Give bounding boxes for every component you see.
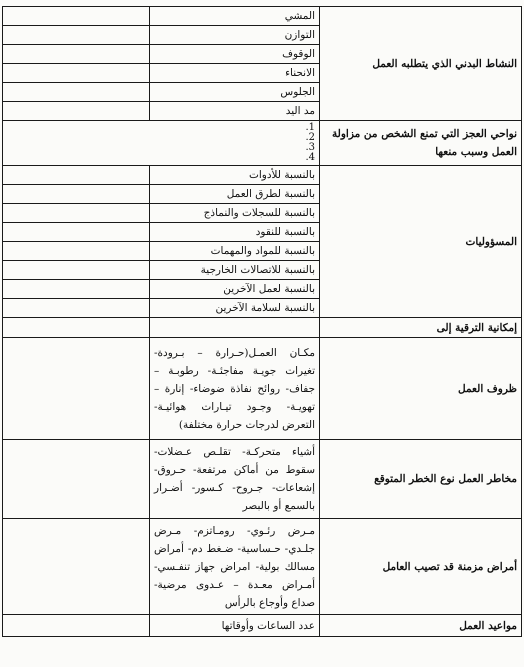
job-description-table xyxy=(2,6,522,637)
physical-item-walking: المشي xyxy=(150,7,320,26)
work-hazards-label: مخاطر العمل نوع الخطر المتوقع xyxy=(320,440,522,519)
conditions-blank-cell xyxy=(3,338,150,440)
physical-item-reaching: مد اليد xyxy=(150,102,320,121)
work-hazards-text: أشياء متحركـة- تقلـص عـضلات- سقوط من أماكن مرتفعة- حـروق- إشعاعات- جـروح- كـسور- أضـرار بالسمع أو بالبصر xyxy=(150,440,320,519)
responsibility-methods: بالنسبة لطرق العمل xyxy=(150,185,320,204)
disability-item-3: 3. xyxy=(305,142,315,153)
disability-numbered-list xyxy=(7,123,315,163)
disability-list-cell xyxy=(3,121,320,166)
responsibility-external-contacts: بالنسبة للاتصالات الخارجية xyxy=(150,261,320,280)
physical-item-balance: التوازن xyxy=(150,26,320,45)
physical-activity-label: النشاط البدني الذي يتطلبه العمل xyxy=(320,7,522,121)
physical-item-bending: الانحناء xyxy=(150,64,320,83)
hazards-row xyxy=(3,440,522,519)
disability-label: نواحي العجز التي تمنع الشخص من مزاولة العمل وسبب منعها xyxy=(320,121,522,166)
working-conditions-label: ظروف العمل xyxy=(320,338,522,440)
hours-blank-cell xyxy=(3,615,150,637)
disability-item-2: 2. xyxy=(305,132,315,143)
responsibility-blank-cell xyxy=(3,166,150,185)
responsibility-others-work: بالنسبة لعمل الآخرين xyxy=(150,280,320,299)
disability-row xyxy=(3,121,522,166)
disability-item-1: 1. xyxy=(305,122,315,133)
working-conditions-text: مكـان العمـل(حـرارة – بـرودة- تغيرات جويـة مفاجئـة- رطوبـة – جفاف- روائح نفاذة ضوضاء- إنارة – تهويـة- وجـود تيـارات هوائيـة- التعرض لدرجات حرارة مختلفة) xyxy=(150,338,320,440)
responsibility-blank-cell xyxy=(3,223,150,242)
responsibility-records: بالنسبة للسجلات والنماذج xyxy=(150,204,320,223)
responsibility-blank-cell xyxy=(3,204,150,223)
responsibility-money: بالنسبة للنقود xyxy=(150,223,320,242)
physical-row xyxy=(3,7,522,26)
physical-item-sitting: الجلوس xyxy=(150,83,320,102)
hours-row xyxy=(3,615,522,637)
diseases-row xyxy=(3,519,522,615)
physical-blank-cell xyxy=(3,45,150,64)
responsibility-blank-cell xyxy=(3,261,150,280)
working-hours-value: عدد الساعات وأوقاتها xyxy=(150,615,320,637)
working-hours-label: مواعيد العمل xyxy=(320,615,522,637)
responsibility-materials: بالنسبة للمواد والمهمات xyxy=(150,242,320,261)
responsibility-tools: بالنسبة للأدوات xyxy=(150,166,320,185)
promotion-label: إمكانية الترقية إلى xyxy=(320,318,522,338)
promotion-value-cell xyxy=(150,318,320,338)
responsibility-blank-cell xyxy=(3,242,150,261)
responsibility-blank-cell xyxy=(3,280,150,299)
chronic-diseases-text: مـرض رئـوي- رومـاتزم- مـرض جلـدي- حـساسية- ضـغط دم- أمراض مسالك بولية- امراض جهاز تنفـسي- أمـراض معـدة – عـدوى مرضية- صداع وأوجاع بالرأس xyxy=(150,519,320,615)
responsibility-others-safety: بالنسبة لسلامة الآخرين xyxy=(150,299,320,318)
responsibility-blank-cell xyxy=(3,299,150,318)
responsibility-blank-cell xyxy=(3,185,150,204)
responsibility-row xyxy=(3,166,522,185)
diseases-blank-cell xyxy=(3,519,150,615)
hazards-blank-cell xyxy=(3,440,150,519)
conditions-row xyxy=(3,338,522,440)
physical-blank-cell xyxy=(3,83,150,102)
disability-item-4: 4. xyxy=(305,152,315,163)
promotion-blank-cell xyxy=(3,318,150,338)
physical-item-standing: الوقوف xyxy=(150,45,320,64)
chronic-diseases-label: أمراض مزمنة قد تصيب العامل xyxy=(320,519,522,615)
physical-blank-cell xyxy=(3,64,150,83)
physical-blank-cell xyxy=(3,102,150,121)
promotion-row xyxy=(3,318,522,338)
physical-blank-cell xyxy=(3,7,150,26)
physical-blank-cell xyxy=(3,26,150,45)
responsibilities-label: المسؤوليات xyxy=(320,166,522,318)
